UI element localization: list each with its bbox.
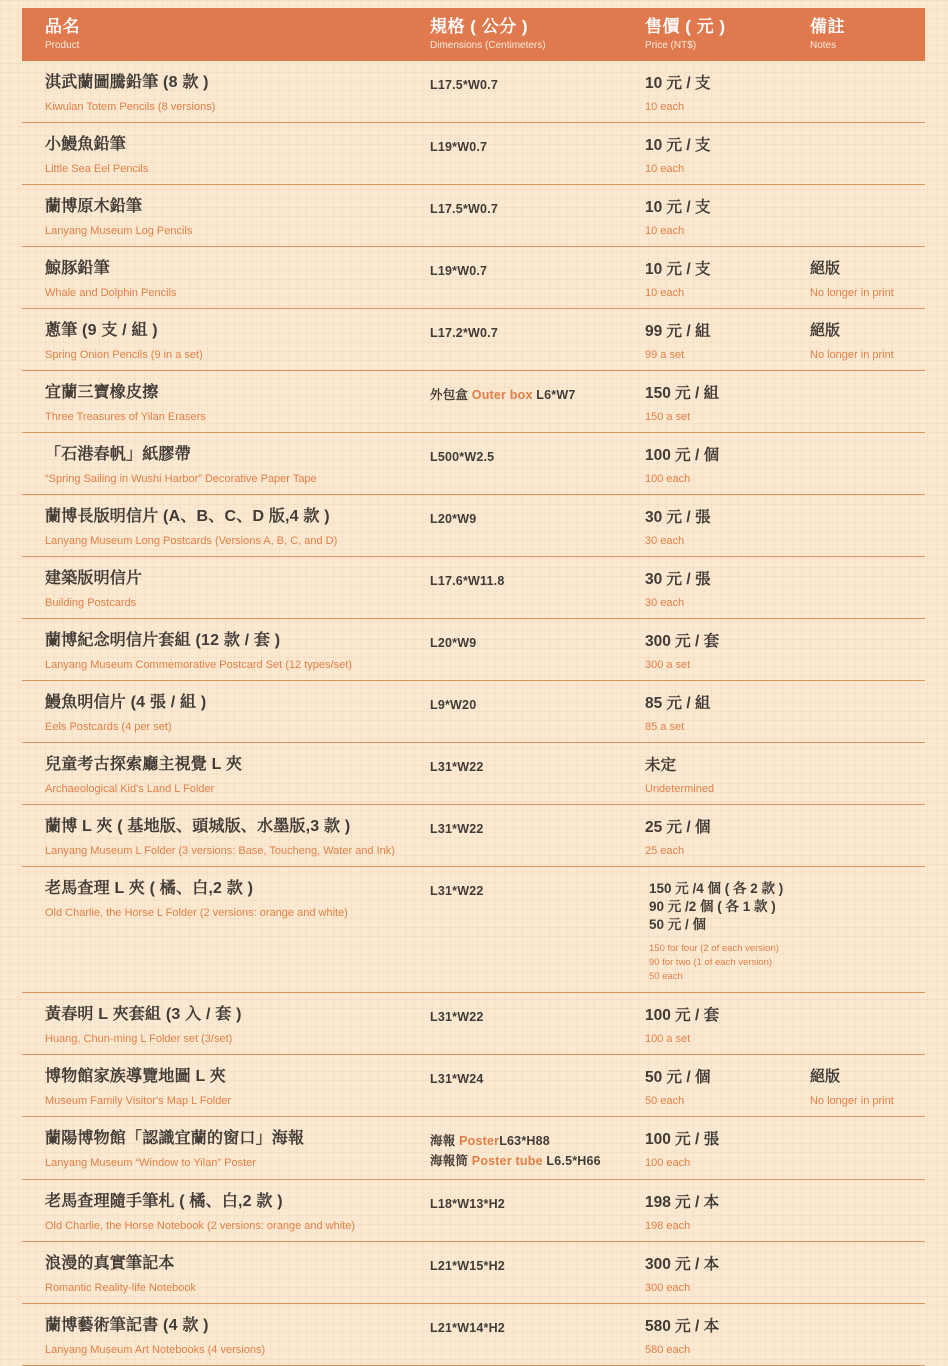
product-cell xyxy=(45,1254,430,1295)
table-row xyxy=(22,247,925,309)
price-cell xyxy=(645,879,810,984)
product-name-zh: 蘭博 L 夾 ( 基地版、頭城版、水墨版,3 款 ) xyxy=(45,818,351,835)
price-list-sheet xyxy=(22,8,925,1366)
column-header-product-zh: 品名 xyxy=(45,17,80,36)
product-name-zh: 蔥筆 (9 支 / 組 ) xyxy=(45,322,158,339)
price-line-en: 25 each xyxy=(645,845,685,857)
price-en-group xyxy=(645,1344,810,1357)
price-cell xyxy=(645,1192,810,1233)
dimension-line: L21*W14*H2 xyxy=(430,1321,505,1335)
price-en-group xyxy=(645,1282,810,1295)
product-name-zh: 蘭博原木鉛筆 xyxy=(45,198,143,215)
price-line-zh: 50 元 / 個 xyxy=(649,917,707,932)
product-name-en: Romantic Reality-life Notebook xyxy=(45,1282,197,1294)
table-row xyxy=(22,1180,925,1242)
price-zh-group xyxy=(645,1317,810,1336)
column-header-notes xyxy=(810,16,915,61)
product-cell xyxy=(45,383,430,424)
column-header-notes-en: Notes xyxy=(810,40,837,51)
price-cell xyxy=(645,1129,810,1171)
price-line-en: 150 for four (2 of each version) xyxy=(649,943,779,954)
notes-cell xyxy=(810,817,915,858)
product-cell xyxy=(45,445,430,486)
price-en-group xyxy=(645,163,810,176)
price-line-zh: 30 元 / 張 xyxy=(645,571,711,588)
product-name-zh: 小鰻魚鉛筆 xyxy=(45,136,127,153)
note-en: No longer in print xyxy=(810,349,894,361)
price-line-zh: 30 元 / 張 xyxy=(645,509,711,526)
column-header-product xyxy=(45,16,430,61)
price-cell xyxy=(645,383,810,424)
price-en-group xyxy=(649,942,810,984)
product-name-zh: 黃春明 L 夾套組 (3 入 / 套 ) xyxy=(45,1006,242,1023)
dimension-line: L20*W9 xyxy=(430,512,477,526)
product-name-en: Huang, Chun-ming L Folder set (3/set) xyxy=(45,1033,233,1045)
price-line-zh: 150 元 /4 個 ( 各 2 款 ) xyxy=(649,881,784,896)
product-name-zh: 浪漫的真實筆記本 xyxy=(45,1255,175,1272)
product-name-zh: 鯨豚鉛筆 xyxy=(45,260,110,277)
price-line-en: 30 each xyxy=(645,535,685,547)
price-line-zh: 25 元 / 個 xyxy=(645,819,711,836)
dimension-line: 外包盒 Outer box L6*W7 xyxy=(430,388,576,402)
price-zh-group xyxy=(645,322,810,341)
table-row xyxy=(22,371,925,433)
price-cell xyxy=(645,445,810,486)
product-name-en: Three Treasures of Yilan Erasers xyxy=(45,411,206,423)
notes-cell xyxy=(810,1192,915,1233)
price-en-group xyxy=(645,1033,810,1046)
dimension-line: L20*W9 xyxy=(430,636,477,650)
product-name-en: Kiwulan Totem Pencils (8 versions) xyxy=(45,101,216,113)
price-cell xyxy=(645,631,810,672)
product-name-en: Old Charlie, the Horse Notebook (2 versions: orange and white) xyxy=(45,1220,355,1232)
price-line-zh: 10 元 / 支 xyxy=(645,261,711,278)
price-line-en: 85 a set xyxy=(645,721,685,733)
product-cell xyxy=(45,755,430,796)
table-row xyxy=(22,557,925,619)
price-cell xyxy=(645,73,810,114)
product-name-en: Whale and Dolphin Pencils xyxy=(45,287,177,299)
product-cell xyxy=(45,321,430,362)
product-name-en: Museum Family Visitor's Map L Folder xyxy=(45,1095,232,1107)
product-cell xyxy=(45,1067,430,1108)
price-zh-group xyxy=(645,74,810,93)
dimension-line: L21*W15*H2 xyxy=(430,1259,505,1273)
price-zh-group xyxy=(645,694,810,713)
note-zh: 絕版 xyxy=(810,260,841,277)
price-en-group xyxy=(645,535,810,548)
dimensions-cell xyxy=(430,631,645,672)
dimensions-cell xyxy=(430,817,645,858)
table-row xyxy=(22,867,925,993)
price-line-en: 300 a set xyxy=(645,659,691,671)
product-name-zh: 蘭博紀念明信片套組 (12 款 / 套 ) xyxy=(45,632,281,649)
note-zh: 絕版 xyxy=(810,1068,841,1085)
price-cell xyxy=(645,1316,810,1357)
price-line-zh: 100 元 / 張 xyxy=(645,1131,720,1148)
product-name-en: Archaeological Kid's Land L Folder xyxy=(45,783,215,795)
price-en-group xyxy=(645,225,810,238)
price-line-en: 100 each xyxy=(645,1157,691,1169)
product-name-en: Lanyang Museum “Window to Yilan” Poster xyxy=(45,1157,256,1169)
product-name-en: Little Sea Eel Pencils xyxy=(45,163,149,175)
price-line-en: 10 each xyxy=(645,287,685,299)
product-name-zh: 兒童考古探索廳主視覺 L 夾 xyxy=(45,756,243,773)
product-cell xyxy=(45,1316,430,1357)
column-header-price-zh: 售價 ( 元 ) xyxy=(645,17,726,36)
notes-cell xyxy=(810,259,915,300)
price-line-en: 580 each xyxy=(645,1344,691,1356)
price-zh-group xyxy=(645,446,810,465)
notes-cell xyxy=(810,321,915,362)
table-row xyxy=(22,1055,925,1117)
product-cell xyxy=(45,1129,430,1171)
notes-cell xyxy=(810,1129,915,1171)
table-row xyxy=(22,681,925,743)
price-en-group xyxy=(645,783,810,796)
price-en-group xyxy=(645,1095,810,1108)
dimensions-cell xyxy=(430,73,645,114)
price-zh-group xyxy=(645,818,810,837)
column-header-dimensions-en: Dimensions (Centimeters) xyxy=(430,40,546,51)
notes-cell xyxy=(810,1254,915,1295)
notes-cell xyxy=(810,755,915,796)
price-line-en: 100 a set xyxy=(645,1033,691,1045)
table-row xyxy=(22,743,925,805)
dimensions-cell xyxy=(430,693,645,734)
price-en-group xyxy=(645,597,810,610)
notes-cell xyxy=(810,197,915,238)
product-cell xyxy=(45,879,430,984)
price-zh-group xyxy=(645,136,810,155)
table-row xyxy=(22,1304,925,1366)
price-line-zh: 100 元 / 套 xyxy=(645,1007,720,1024)
dimensions-cell xyxy=(430,879,645,984)
table-row xyxy=(22,185,925,247)
price-line-zh: 100 元 / 個 xyxy=(645,447,720,464)
price-line-en: 50 each xyxy=(649,971,683,982)
price-cell xyxy=(645,569,810,610)
notes-cell xyxy=(810,135,915,176)
dimensions-cell xyxy=(430,383,645,424)
dimension-line: L31*W22 xyxy=(430,1010,484,1024)
price-cell xyxy=(645,507,810,548)
dimensions-cell xyxy=(430,135,645,176)
price-cell xyxy=(645,817,810,858)
table-row xyxy=(22,1242,925,1304)
price-line-en: 100 each xyxy=(645,473,691,485)
note-zh: 絕版 xyxy=(810,322,841,339)
table-row xyxy=(22,495,925,557)
price-zh-group xyxy=(645,198,810,217)
product-name-zh: 老馬查理隨手筆札 ( 橘、白,2 款 ) xyxy=(45,1193,283,1210)
dimensions-cell xyxy=(430,1254,645,1295)
price-cell xyxy=(645,259,810,300)
product-name-zh: 蘭博長版明信片 (A、B、C、D 版,4 款 ) xyxy=(45,508,330,525)
notes-cell xyxy=(810,1067,915,1108)
price-line-zh: 580 元 / 本 xyxy=(645,1318,720,1335)
product-cell xyxy=(45,259,430,300)
dimensions-cell xyxy=(430,507,645,548)
dimension-line: L17.2*W0.7 xyxy=(430,326,499,340)
price-zh-group xyxy=(645,384,810,403)
notes-cell xyxy=(810,73,915,114)
price-cell xyxy=(645,755,810,796)
table-row xyxy=(22,123,925,185)
notes-cell xyxy=(810,879,915,984)
price-zh-group xyxy=(645,260,810,279)
product-name-en: Eels Postcards (4 per set) xyxy=(45,721,172,733)
price-line-zh: 300 元 / 套 xyxy=(645,633,720,650)
dimensions-cell xyxy=(430,1005,645,1046)
column-header-price xyxy=(645,16,810,61)
product-cell xyxy=(45,73,430,114)
price-cell xyxy=(645,197,810,238)
dimension-line: L31*W22 xyxy=(430,884,484,898)
notes-cell xyxy=(810,1316,915,1357)
note-en: No longer in print xyxy=(810,287,894,299)
note-en: No longer in print xyxy=(810,1095,894,1107)
product-name-en: Lanyang Museum Log Pencils xyxy=(45,225,193,237)
price-line-en: 198 each xyxy=(645,1220,691,1232)
product-cell xyxy=(45,817,430,858)
price-line-en: 99 a set xyxy=(645,349,685,361)
table-row xyxy=(22,1117,925,1180)
price-line-zh: 未定 xyxy=(645,757,677,774)
price-en-group xyxy=(645,845,810,858)
dimensions-cell xyxy=(430,197,645,238)
price-line-zh: 99 元 / 組 xyxy=(645,323,711,340)
product-cell xyxy=(45,693,430,734)
dimensions-cell xyxy=(430,1316,645,1357)
product-name-zh: 建築版明信片 xyxy=(45,570,143,587)
product-name-zh: 宜蘭三寶橡皮擦 xyxy=(45,384,159,401)
price-zh-group xyxy=(645,508,810,527)
dimension-line: L19*W0.7 xyxy=(430,264,488,278)
price-zh-group xyxy=(645,1193,810,1212)
notes-cell xyxy=(810,569,915,610)
product-name-zh: 淇武蘭圖騰鉛筆 (8 款 ) xyxy=(45,74,209,91)
price-line-en: 300 each xyxy=(645,1282,691,1294)
column-header-dimensions xyxy=(430,16,645,61)
product-name-zh: 博物館家族導覽地圖 L 夾 xyxy=(45,1068,226,1085)
price-zh-group xyxy=(645,1068,810,1087)
price-en-group xyxy=(645,659,810,672)
price-line-en: 90 for two (1 of each version) xyxy=(649,957,773,968)
price-line-zh: 10 元 / 支 xyxy=(645,137,711,154)
column-header-product-en: Product xyxy=(45,40,80,51)
dimensions-cell xyxy=(430,321,645,362)
product-cell xyxy=(45,569,430,610)
table-row xyxy=(22,309,925,371)
dimension-line: L17.5*W0.7 xyxy=(430,78,499,92)
price-line-zh: 150 元 / 組 xyxy=(645,385,720,402)
notes-cell xyxy=(810,383,915,424)
table-header xyxy=(22,8,925,61)
column-header-price-en: Price (NT$) xyxy=(645,40,697,51)
price-cell xyxy=(645,321,810,362)
table-row xyxy=(22,619,925,681)
dimensions-cell xyxy=(430,1129,645,1171)
price-en-group xyxy=(645,1220,810,1233)
price-zh-group xyxy=(645,632,810,651)
price-zh-group xyxy=(645,1130,810,1149)
price-zh-group xyxy=(645,570,810,589)
product-cell xyxy=(45,1005,430,1046)
product-name-en: Lanyang Museum Commemorative Postcard Set (12 types/set) xyxy=(45,659,352,671)
price-line-en: 10 each xyxy=(645,163,685,175)
product-cell xyxy=(45,631,430,672)
price-line-en: 50 each xyxy=(645,1095,685,1107)
price-zh-group xyxy=(649,880,810,934)
table-row xyxy=(22,61,925,123)
product-name-zh: 老馬查理 L 夾 ( 橘、白,2 款 ) xyxy=(45,880,254,897)
price-cell xyxy=(645,693,810,734)
price-zh-group xyxy=(645,756,810,775)
dimensions-cell xyxy=(430,755,645,796)
price-line-zh: 300 元 / 本 xyxy=(645,1256,720,1273)
product-name-zh: 蘭博藝術筆記書 (4 款 ) xyxy=(45,1317,209,1334)
price-line-zh: 85 元 / 組 xyxy=(645,695,711,712)
notes-cell xyxy=(810,507,915,548)
price-line-zh: 10 元 / 支 xyxy=(645,75,711,92)
dimensions-cell xyxy=(430,445,645,486)
notes-cell xyxy=(810,693,915,734)
price-en-group xyxy=(645,1157,810,1170)
product-cell xyxy=(45,135,430,176)
product-cell xyxy=(45,507,430,548)
price-zh-group xyxy=(645,1006,810,1025)
price-line-en: Undetermined xyxy=(645,783,715,795)
product-name-en: Building Postcards xyxy=(45,597,137,609)
notes-cell xyxy=(810,631,915,672)
dimension-line: L18*W13*H2 xyxy=(430,1197,505,1211)
product-name-en: Lanyang Museum Art Notebooks (4 versions) xyxy=(45,1344,266,1356)
price-en-group xyxy=(645,411,810,424)
price-cell xyxy=(645,1067,810,1108)
price-line-zh: 198 元 / 本 xyxy=(645,1194,720,1211)
price-line-en: 30 each xyxy=(645,597,685,609)
price-en-group xyxy=(645,721,810,734)
dimension-line: L19*W0.7 xyxy=(430,140,488,154)
price-cell xyxy=(645,1254,810,1295)
dimension-line: L9*W20 xyxy=(430,698,477,712)
price-line-zh: 10 元 / 支 xyxy=(645,199,711,216)
product-name-en: Lanyang Museum L Folder (3 versions: Base, Toucheng, Water and Ink) xyxy=(45,845,395,857)
dimension-line: 海報 PosterL63*H88 xyxy=(430,1134,550,1148)
price-en-group xyxy=(645,101,810,114)
notes-cell xyxy=(810,1005,915,1046)
price-line-zh: 50 元 / 個 xyxy=(645,1069,711,1086)
price-zh-group xyxy=(645,1255,810,1274)
dimensions-cell xyxy=(430,569,645,610)
notes-cell xyxy=(810,445,915,486)
product-name-zh: 鰻魚明信片 (4 張 / 組 ) xyxy=(45,694,207,711)
dimension-line: 海報筒 Poster tube L6.5*H66 xyxy=(430,1154,601,1168)
table-row xyxy=(22,433,925,495)
price-line-en: 10 each xyxy=(645,225,685,237)
price-cell xyxy=(645,1005,810,1046)
price-line-en: 150 a set xyxy=(645,411,691,423)
dimension-line: L17.5*W0.7 xyxy=(430,202,499,216)
dimensions-cell xyxy=(430,259,645,300)
product-name-en: Spring Onion Pencils (9 in a set) xyxy=(45,349,203,361)
dimension-line: L31*W22 xyxy=(430,760,484,774)
price-en-group xyxy=(645,287,810,300)
dimension-line: L31*W22 xyxy=(430,822,484,836)
column-header-dimensions-zh: 規格 ( 公分 ) xyxy=(430,17,528,36)
dimensions-cell xyxy=(430,1067,645,1108)
product-name-zh: 「石港春帆」紙膠帶 xyxy=(45,446,191,463)
product-name-en: “Spring Sailing in Wushi Harbor” Decorative Paper Tape xyxy=(45,473,317,485)
product-name-zh: 蘭陽博物館「認識宜蘭的窗口」海報 xyxy=(45,1130,305,1147)
price-en-group xyxy=(645,349,810,362)
price-line-en: 10 each xyxy=(645,101,685,113)
table-body xyxy=(22,61,925,1366)
product-cell xyxy=(45,1192,430,1233)
column-header-notes-zh: 備註 xyxy=(810,17,845,36)
table-row xyxy=(22,805,925,867)
dimension-line: L31*W24 xyxy=(430,1072,484,1086)
dimensions-cell xyxy=(430,1192,645,1233)
product-cell xyxy=(45,197,430,238)
price-line-zh: 90 元 /2 個 ( 各 1 款 ) xyxy=(649,899,776,914)
dimension-line: L500*W2.5 xyxy=(430,450,495,464)
price-cell xyxy=(645,135,810,176)
product-name-en: Lanyang Museum Long Postcards (Versions A, B, C, and D) xyxy=(45,535,338,547)
price-en-group xyxy=(645,473,810,486)
product-name-en: Old Charlie, the Horse L Folder (2 versions: orange and white) xyxy=(45,907,348,919)
dimension-line: L17.6*W11.8 xyxy=(430,574,505,588)
table-row xyxy=(22,993,925,1055)
